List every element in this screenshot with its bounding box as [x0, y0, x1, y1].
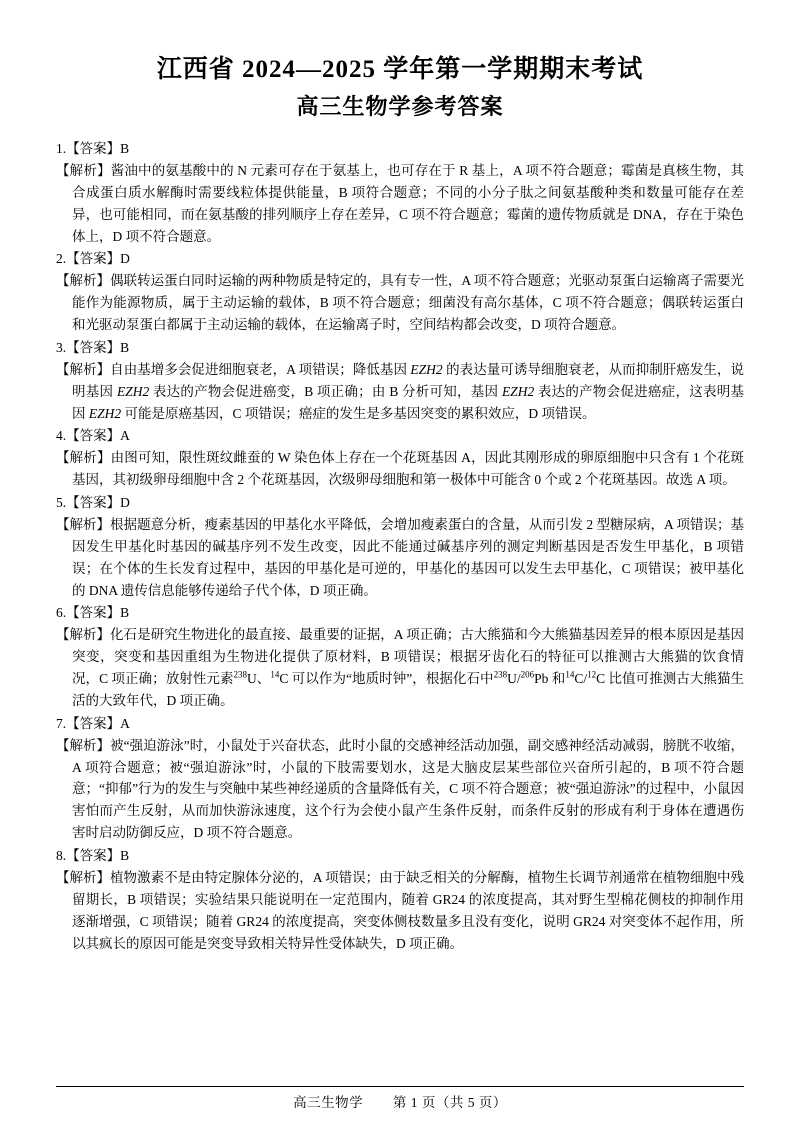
- question-block-3: [56, 338, 744, 425]
- explanation-line: 【解析】自由基增多会促进细胞衰老，A 项错误；降低基因 EZH2 的表达量可诱导细胞衰老，从而抑制肝癌发生，说明基因 EZH2 表达的产物会促进癌变，B 项正确；由 B 分析可知，基因 EZH2 表达的产物会促进癌症，这表明基因 EZH2 可能是原癌基因，C 项错误；癌症的发生是多基因突变的累积效应，D 项错误。: [56, 361, 745, 421]
- question-block-4: [56, 426, 744, 491]
- question-block-7: [56, 714, 744, 844]
- explanation-line: 【解析】根据题意分析，瘦素基因的甲基化水平降低，会增加瘦素蛋白的含量，从而引发 2 型糖尿病，A 项错误；基因发生甲基化时基因的碱基序列不发生改变，因此不能通过碱基序列的测定判断基因是否发生甲基化，B 项错误；在个体的生长发育过程中，基因的甲基化是可逆的，甲基化的基因可以发生去甲基化，C 项错误；被甲基化的 DNA 遗传信息能够传递给子代个体，D 项正确。: [56, 517, 744, 598]
- explanation-line: 【解析】由图可知，限性斑纹雌蚕的 W 染色体上存在一个花斑基因 A，因此其刚形成的卵原细胞中只含有 1 个花斑基因，其初级卵母细胞中含 2 个花斑基因，次级卵母细胞和第一极体中可能含 0 个或 2 个花斑基因。故选 A 项。: [56, 450, 744, 488]
- answer-line: 1.【答案】B: [56, 141, 130, 157]
- answer-line: 7.【答案】A: [56, 715, 130, 731]
- answer-line: 6.【答案】B: [56, 605, 130, 621]
- explanation-line: 【解析】化石是研究生物进化的最直接、最重要的证据，A 项正确；古大熊猫和今大熊猫基因差异的根本原因是基因突变，突变和基因重组为生物进化提供了原材料，B 项错误；根据牙齿化石的特征可以推测古大熊猫的饮食情况，C 项正确；放射性元素$^{238}$U、$^{14}$C 可以作为“地质时钟”，根据化石中$^{238}$U/$^{206}$Pb 和$^{14}$C/$^{12}$C 比值可推测古大熊猫生活的大致年代，D 项正确。: [56, 627, 744, 708]
- answer-line: 2.【答案】D: [56, 251, 130, 267]
- question-block-1: [56, 139, 744, 247]
- footer-page-number: 第 1 页（共 5 页）: [392, 1095, 507, 1110]
- question-block-2: [56, 249, 744, 336]
- answer-line: 3.【答案】B: [56, 339, 130, 355]
- question-block-5: [56, 493, 744, 601]
- page-subtitle: 高三生物学参考答案: [296, 93, 504, 119]
- explanation-line: 【解析】酱油中的氨基酸中的 N 元素可存在于氨基上，也可存在于 R 基上，A 项不符合题意；霉菌是真核生物，其合成蛋白质水解酶时需要线粒体提供能量，B 项符合题意；不同的小分子肽之间氨基酸种类和数量可能存在差异，也可能相同，而在氨基酸的排列顺序上存在差异，C 项不符合题意；霉菌的遗传物质就是 DNA，存在于染色体上，D 项不符合题意。: [56, 163, 744, 244]
- page-footer: [0, 1086, 800, 1111]
- answer-line: 8.【答案】B: [56, 848, 130, 864]
- explanation-line: 【解析】被“强迫游泳”时，小鼠处于兴奋状态，此时小鼠的交感神经活动加强，副交感神经活动减弱，膀胱不收缩，A 项符合题意；被“强迫游泳”时，小鼠的下肢需要划水，这是大脑皮层某些部位兴奋所引起的，B 项不符合题意；“抑郁”行为的发生与突触中某些神经递质的含量降低有关，C 项不符合题意；被“强迫游泳”的过程中，小鼠因害怕而产生反射，从而加快游泳速度，这个行为会使小鼠产生条件反射，而条件反射的形成有利于身体在遭遇伤害时启动防御反应，D 项不符合题意。: [56, 737, 744, 841]
- footer-subject: 高三生物学: [293, 1095, 364, 1110]
- question-block-8: [56, 846, 744, 954]
- footer-content: [0, 1091, 800, 1111]
- explanation-line: 【解析】植物激素不是由特定腺体分泌的，A 项错误；由于缺乏相关的分解酶，植物生长调节剂通常在植物细胞中残留期长，B 项错误；实验结果只能说明在一定范围内，随着 GR24 的浓度提高，其对野生型棉花侧枝的抑制作用逐渐增强，C 项错误；随着 GR24 的浓度提高，突变体侧枝数量多且没有变化，说明 GR24 对突变体不起作用，所以其疯长的原因可能是突变导致相关特异性受体缺失，D 项正确。: [56, 869, 744, 951]
- footer-divider: [56, 1086, 744, 1087]
- page-title: 江西省 2024—2025 学年第一学期期末考试: [156, 56, 644, 83]
- answer-line: 5.【答案】D: [56, 495, 130, 511]
- question-block-6: [56, 603, 744, 711]
- answer-line: 4.【答案】A: [56, 428, 130, 444]
- explanation-line: 【解析】偶联转运蛋白同时运输的两种物质是特定的，具有专一性，A 项不符合题意；光驱动泵蛋白运输离子需要光能作为能源物质，属于主动运输的载体，B 项不符合题意；细菌没有高尔基体，C 项不符合题意；偶联转运蛋白和光驱动泵蛋白都属于主动运输的载体，在运输离子时，空间结构都会改变，D 项符合题意。: [56, 273, 744, 333]
